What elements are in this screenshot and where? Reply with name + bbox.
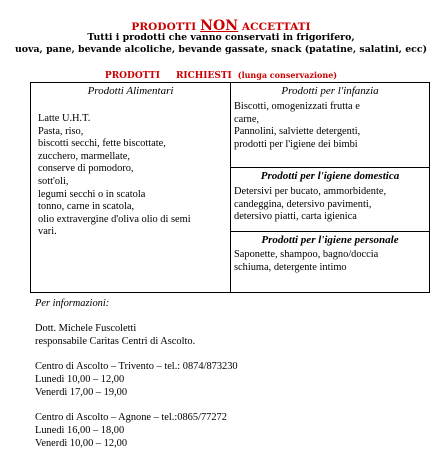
list-item: conserve di pomodoro, bbox=[38, 163, 134, 175]
food-header: Prodotti Alimentari bbox=[87, 85, 174, 97]
list-item: biscotti secchi, fette biscottate, bbox=[38, 138, 166, 150]
center-heading: Centro di Ascolto – Trivento – tel.: 0874/873230 bbox=[35, 361, 238, 373]
food-column bbox=[31, 83, 231, 292]
right-column bbox=[231, 83, 429, 292]
list-item: sott'oli, bbox=[38, 175, 69, 187]
products-table bbox=[30, 82, 430, 293]
food-items bbox=[31, 113, 230, 239]
requested-note: (lunga conservazione) bbox=[237, 70, 338, 80]
center-hours: Lunedì 10,00 – 12,00 bbox=[35, 374, 125, 386]
infant-header: Prodotti per l'infanzia bbox=[281, 85, 379, 97]
center-hours: Venerdì 10,00 – 12,00 bbox=[35, 437, 128, 449]
list-item: zucchero, marmellate, bbox=[38, 150, 131, 162]
contact-role: responsabile Caritas Centri di Ascolto. bbox=[35, 336, 196, 348]
title-suffix: ACCETTATI bbox=[238, 21, 311, 33]
requested-word: RICHIESTI bbox=[175, 71, 232, 81]
center-hours: Lunedì 16,00 – 18,00 bbox=[35, 424, 125, 436]
contact-info bbox=[35, 298, 435, 450]
list-item: Pannolini, salviette detergenti, bbox=[234, 126, 361, 138]
list-item: schiuma, detergente intimo bbox=[234, 261, 347, 273]
requested-word: PRODOTTI bbox=[104, 71, 160, 81]
personal-cell bbox=[231, 232, 429, 292]
center-hours: Venerdì 17,00 – 19,00 bbox=[35, 386, 128, 398]
list-item: legumi secchi o in scatola bbox=[38, 188, 146, 200]
list-item: carne, bbox=[234, 113, 260, 125]
title-emphasis: NON bbox=[200, 18, 239, 34]
infant-cell bbox=[231, 83, 429, 168]
list-item: Detersivi per bucato, ammorbidente, bbox=[234, 186, 387, 197]
not-accepted-list bbox=[0, 32, 442, 56]
list-item: tonno, carne in scatola, bbox=[38, 201, 135, 213]
personal-items bbox=[231, 249, 429, 274]
title-prefix: PRODOTTI bbox=[131, 21, 201, 33]
not-accepted-line: uova, pane, bevande alcoliche, bevande gassate, snack (patatine, salatini, ecc) bbox=[14, 44, 428, 55]
personal-header: Prodotti per l'igiene personale bbox=[261, 234, 399, 246]
infant-items bbox=[231, 101, 429, 151]
requested-heading bbox=[0, 70, 442, 81]
list-item: olio extravergine d'oliva olio di semi bbox=[38, 213, 191, 225]
contact-name: Dott. Michele Fuscoletti bbox=[35, 323, 137, 335]
list-item: Biscotti, omogenizzati frutta e bbox=[234, 101, 360, 112]
center-heading: Centro di Ascolto – Agnone – tel.:0865/77272 bbox=[35, 412, 227, 424]
list-item: candeggina, detersivo pavimenti, bbox=[234, 198, 372, 210]
home-header: Prodotti per l'igiene domestica bbox=[260, 170, 400, 182]
info-label: Per informazioni: bbox=[35, 298, 110, 309]
home-cell bbox=[231, 168, 429, 232]
list-item: prodotti per l'igiene dei bimbi bbox=[234, 138, 358, 150]
list-item: vari. bbox=[38, 226, 57, 238]
list-item: Saponette, shampoo, bagno/doccia bbox=[234, 249, 379, 260]
list-item: Pasta, riso, bbox=[38, 125, 84, 137]
home-items bbox=[231, 186, 429, 224]
list-item: Latte U.H.T. bbox=[38, 113, 91, 124]
not-accepted-line: Tutti i prodotti che vanno conservati in frigorifero, bbox=[87, 32, 355, 43]
list-item: detersivo piatti, carta igienica bbox=[234, 211, 357, 223]
